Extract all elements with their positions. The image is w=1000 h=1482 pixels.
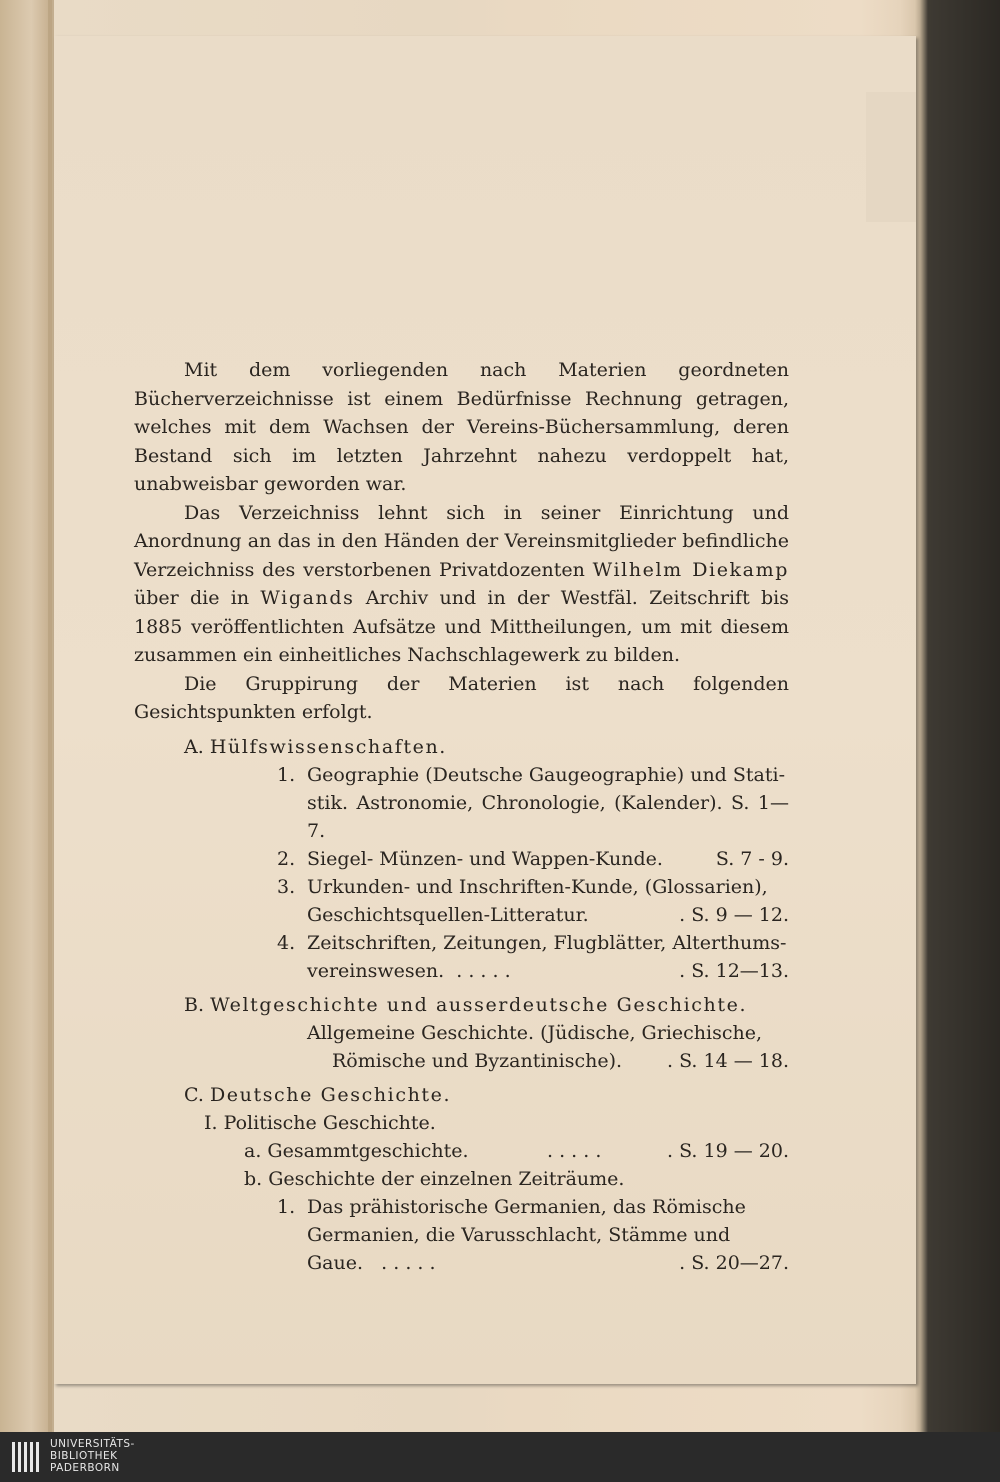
item-number: 4. xyxy=(277,931,296,954)
sub-label: a. xyxy=(244,1139,262,1162)
section-b-body xyxy=(134,1019,789,1075)
item-text: Geschichte der einzelnen Zeiträume. xyxy=(268,1167,625,1190)
item-text: Geschichtsquellen-Litteratur. xyxy=(307,903,589,926)
dot-leader: . . . . . xyxy=(456,959,511,982)
item-text: vereinswesen. xyxy=(307,959,445,982)
item-text: Allgemeine Geschichte. (Jüdische, Griechische, xyxy=(307,1021,763,1044)
list-item xyxy=(277,873,789,929)
item-line xyxy=(307,789,789,845)
item-text: Gaue. xyxy=(307,1251,364,1274)
item-line xyxy=(307,1221,789,1249)
item-number: 1. xyxy=(277,1195,296,1218)
page-range: . S. 12—13. xyxy=(679,959,789,982)
list-item xyxy=(277,1193,789,1277)
page-range: . S. 9 — 12. xyxy=(679,903,789,926)
dot-leader: . . . . . xyxy=(547,1139,602,1162)
paragraph-2-part: Das Verzeichniss lehnt sich in seiner Einrichtung und Anordnung an das in den Händen der Vereinsmitglieder befindliche Verzeichniss des verstorbenen Privatdozenten xyxy=(134,501,789,581)
subsection-heading: I. Politische Geschichte. xyxy=(204,1111,436,1134)
library-footer xyxy=(0,1432,1000,1482)
library-name xyxy=(50,1438,135,1474)
item-line xyxy=(307,1249,789,1277)
item-line xyxy=(307,1193,789,1221)
item-text: Römische und Byzantinische). xyxy=(332,1049,623,1072)
item-number: 1. xyxy=(277,763,296,786)
list-item xyxy=(277,929,789,985)
item-line xyxy=(307,845,789,873)
item-line xyxy=(307,1019,789,1047)
item-text: Urkunden- und Inschriften-Kunde, (Glossarien), xyxy=(307,875,768,898)
sub-label: b. xyxy=(244,1167,263,1190)
library-name-line: PADERBORN xyxy=(50,1462,120,1474)
section-letter: C. xyxy=(184,1083,204,1106)
previous-page-edge xyxy=(0,0,52,1432)
item-text: Zeitschriften, Zeitungen, Flugblätter, Alterthums- xyxy=(307,931,787,954)
section-a-heading xyxy=(134,733,789,761)
paragraph-1: Mit dem vorliegenden nach Materien geordneten Bücherverzeichnisse ist einem Bedürfnisse Rechnung getragen, welches mit dem Wachsen der Vereins-Büchersammlung, deren Bestand sich im letzten Jahrzehnt nahezu verdoppelt hat, unabweisbar geworden war. xyxy=(134,359,789,495)
item-line xyxy=(307,761,789,789)
section-title: Deutsche Geschichte. xyxy=(209,1083,452,1106)
paper-tab xyxy=(866,92,916,222)
item-line xyxy=(307,957,789,985)
author-name: Wilhelm Diekamp xyxy=(592,558,789,581)
item-line xyxy=(307,873,789,901)
list-item xyxy=(277,761,789,845)
section-a-list xyxy=(134,761,789,985)
item-text: Germanien, die Varusschlacht, Stämme und xyxy=(307,1223,731,1246)
library-name-line: UNIVERSITÄTS- xyxy=(50,1438,135,1450)
section-letter: A. xyxy=(184,735,204,758)
item-number: 3. xyxy=(277,875,296,898)
page-range: . S. 20—27. xyxy=(679,1251,789,1274)
list-item xyxy=(277,845,789,873)
section-title: Weltgeschichte und ausserdeutsche Geschichte. xyxy=(210,993,748,1016)
archive-name: Wigands xyxy=(260,587,355,609)
paragraph-2-part: Archiv und in der Westfäl. Zeitschrift bis 1885 veröffentlichten Aufsätze und Mittheilungen, um mit diesem zusammen ein einheitliches Nachschlagewerk zu bilden. xyxy=(134,587,789,666)
paragraph-2 xyxy=(134,499,789,670)
library-name-line: BIBLIOTHEK xyxy=(50,1450,118,1462)
page-range: . S. 19 — 20. xyxy=(667,1139,789,1162)
dot-leader: . . . . . xyxy=(381,1251,436,1274)
paragraph-3: Die Gruppirung der Materien ist nach folgenden Gesichtspunkten erfolgt. xyxy=(134,672,789,723)
item-text: Siegel- Münzen- und Wappen-Kunde. xyxy=(307,847,663,870)
paragraph-2-part: über die in xyxy=(134,587,261,609)
page-text xyxy=(134,356,789,1277)
page-range: . S. 14 — 18. xyxy=(667,1049,789,1072)
item-line xyxy=(307,1047,789,1075)
item-text: Gesammtgeschichte. xyxy=(267,1139,469,1162)
section-b-heading xyxy=(134,991,789,1019)
section-c-heading xyxy=(134,1081,789,1109)
library-logo-icon xyxy=(12,1442,40,1472)
section-letter: B. xyxy=(184,993,205,1016)
item-line xyxy=(307,929,789,957)
section-c-list xyxy=(134,1193,789,1277)
item-text: Das prähistorische Germanien, das Römische xyxy=(307,1195,746,1218)
section-title: Hülfswissenschaften. xyxy=(209,735,447,758)
item-text: Geographie (Deutsche Gaugeographie) und Stati- xyxy=(307,763,785,786)
subsection-b xyxy=(134,1165,789,1193)
item-line xyxy=(307,901,789,929)
subsection-a xyxy=(134,1137,789,1165)
item-text: stik. Astronomie, Chronologie, (Kalender). S. 1—7. xyxy=(307,791,789,842)
item-number: 2. xyxy=(277,847,296,870)
page-range: S. 7 - 9. xyxy=(715,847,789,870)
